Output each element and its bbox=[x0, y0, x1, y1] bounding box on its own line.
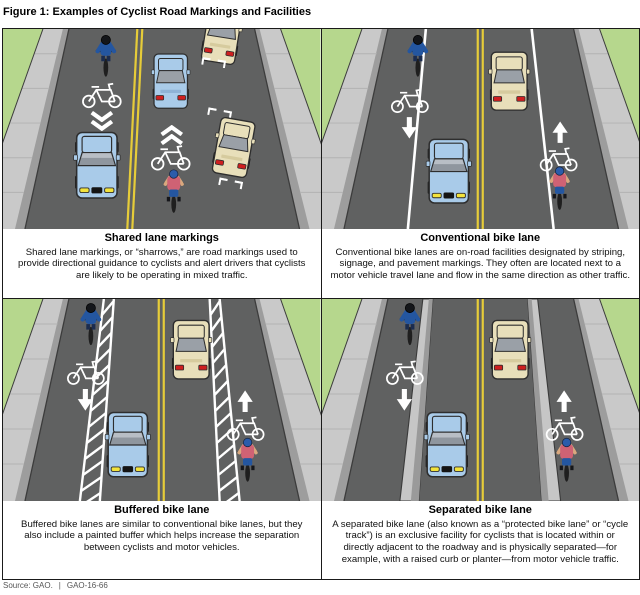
figure-title: Figure 1: Examples of Cyclist Road Markings and Facilities bbox=[3, 6, 312, 18]
caption-separated-bike-lane bbox=[322, 501, 640, 579]
caption-title: Buffered bike lane bbox=[114, 504, 210, 516]
panel-conventional-bike-lane bbox=[322, 29, 640, 298]
source-text: Source: GAO. bbox=[3, 581, 53, 590]
caption-title: Separated bike lane bbox=[428, 504, 532, 516]
beige-car-rear bbox=[489, 320, 530, 379]
illustration-separated-bike-lane bbox=[322, 299, 640, 501]
blue-car-front bbox=[105, 413, 150, 477]
caption-title: Conventional bike lane bbox=[420, 232, 541, 244]
illustration-shared-lane-markings bbox=[3, 29, 321, 229]
beige-car-rear bbox=[488, 52, 529, 110]
source-separator: | bbox=[58, 581, 61, 590]
road-scene-base bbox=[3, 299, 321, 501]
panel-shared-lane-markings bbox=[3, 29, 321, 298]
blue-car-rear bbox=[151, 54, 190, 108]
road-scene-base bbox=[322, 299, 640, 501]
caption-shared-lane-markings bbox=[3, 229, 321, 298]
report-number: GAO-16-66 bbox=[66, 581, 108, 590]
caption-text: Conventional bike lanes are on-road facilities designated by striping, signage, and pavement markings. They often are located next to a motor vehicle travel lane and flow in the same direction as other traffic. bbox=[330, 246, 631, 282]
caption-text: A separated bike lane (also known as a “protected bike lane” or “cycle track”) is an exclusive facility for cyclists that is located within or directly adjacent to the roadway and is physically separated—for example, with a raised curb or planter—from motor vehicle traffic. bbox=[332, 518, 629, 565]
caption-title: Shared lane markings bbox=[104, 232, 219, 244]
caption-buffered-bike-lane bbox=[3, 501, 321, 579]
blue-car-front bbox=[426, 139, 471, 203]
caption-conventional-bike-lane bbox=[322, 229, 640, 298]
panel-buffered-bike-lane bbox=[3, 299, 321, 579]
blue-car-front bbox=[74, 133, 121, 198]
panel-separated-bike-lane bbox=[322, 299, 640, 579]
source-line bbox=[3, 581, 114, 590]
caption-text: Buffered bike lanes are similar to conventional bike lanes, but they also include a painted buffer which helps increase the separation between cyclists and motor vehicles. bbox=[21, 518, 303, 554]
blue-car-front bbox=[424, 413, 469, 477]
illustration-conventional-bike-lane bbox=[322, 29, 640, 229]
beige-car-rear bbox=[171, 320, 212, 379]
illustration-buffered-bike-lane bbox=[3, 299, 321, 501]
figure-grid bbox=[2, 28, 640, 580]
road-scene-base bbox=[322, 29, 640, 229]
caption-text: Shared lane markings, or “sharrows,” are road markings used to provide directional guidance to cyclists and alert drivers that cyclists are likely to be operating in mixed traffic. bbox=[18, 246, 306, 282]
